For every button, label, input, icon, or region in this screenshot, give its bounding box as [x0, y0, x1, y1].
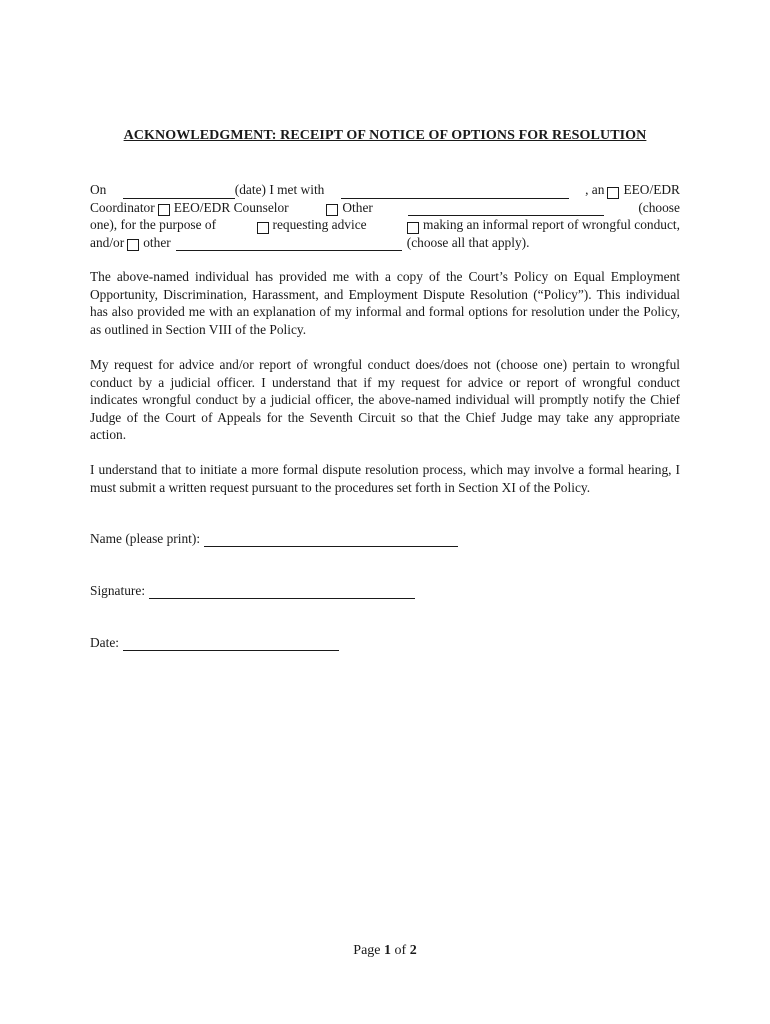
intro-line-4 — [90, 234, 680, 252]
of-word: of — [394, 943, 407, 958]
date-label: (date) I met with — [234, 182, 325, 197]
signature-blank[interactable] — [149, 585, 415, 599]
page-current: 1 — [384, 943, 392, 958]
purpose-text: one), for the purpose of — [90, 217, 217, 232]
page-total: 2 — [409, 943, 417, 958]
choose-all-text: (choose all that apply). — [406, 234, 530, 250]
date-field — [90, 635, 339, 651]
page-number — [0, 943, 770, 959]
other2-checkbox[interactable] — [127, 239, 139, 251]
met-with-blank[interactable] — [341, 185, 569, 199]
counselor-text: EEO/EDR Counselor — [173, 199, 289, 215]
intro-line-3 — [90, 216, 680, 234]
date-field-label: Date: — [90, 635, 119, 650]
intro-line-1 — [90, 181, 680, 199]
coordinator-text: Coordinator — [90, 199, 155, 215]
andor-text: and/or — [90, 234, 125, 250]
eeo-edr-text: EEO/EDR — [623, 182, 680, 197]
other2-blank[interactable] — [176, 237, 402, 251]
an-text: , an — [585, 182, 605, 197]
informal-report-checkbox[interactable] — [407, 222, 419, 234]
formal-process-text: I understand that to initiate a more formal dispute resolution process, which may involve a formal hearing, I must submit a written request pursuant to the procedures set forth in Section XI of the Policy. — [90, 462, 680, 495]
other-blank[interactable] — [408, 202, 604, 216]
on-text: On — [90, 182, 107, 197]
date-blank[interactable] — [123, 185, 235, 199]
other-checkbox[interactable] — [326, 204, 338, 216]
formal-process-paragraph — [90, 461, 680, 496]
eeo-edr-counselor-checkbox[interactable] — [158, 204, 170, 216]
advice-text: requesting advice — [272, 217, 367, 232]
page-title: ACKNOWLEDGMENT: RECEIPT OF NOTICE OF OPTIONS FOR RESOLUTION — [123, 128, 647, 143]
name-label: Name (please print): — [90, 531, 201, 546]
other-text: Other — [342, 199, 373, 215]
intro-paragraph — [90, 181, 680, 251]
name-field — [90, 531, 458, 547]
judicial-officer-paragraph — [90, 356, 680, 444]
signature-label: Signature: — [90, 583, 146, 598]
choose-text: (choose — [638, 199, 680, 215]
report-text: making an informal report of wrongful conduct, — [423, 217, 680, 232]
requesting-advice-checkbox[interactable] — [257, 222, 269, 234]
eeo-edr-coordinator-checkbox[interactable] — [607, 187, 619, 199]
signature-field — [90, 583, 415, 599]
other2-text: other — [143, 234, 171, 250]
name-blank[interactable] — [204, 533, 458, 547]
intro-line-2 — [90, 199, 680, 217]
date-field-blank[interactable] — [123, 637, 339, 651]
policy-paragraph — [90, 268, 680, 338]
judicial-officer-text: My request for advice and/or report of wrongful conduct does/does not (choose one) pertain to wrongful conduct by a judicial officer. I understand that if my request for advice or report of wrongful conduct indicates wrongful conduct by a judicial officer, the above-named individual will promptly notify the Chief Judge of the Court of Appeals for the Seventh Circuit so that the Chief Judge may take any appropriate action. — [90, 357, 680, 442]
policy-text: The above-named individual has provided me with a copy of the Court’s Policy on Equal Employment Opportunity, Discrimination, Harassment, and Employment Dispute Resolution (“Policy”). This individual has also provided me with an explanation of my informal and formal options for resolution under the Policy, as outlined in Section VIII of the Policy. — [90, 269, 680, 337]
page-word: Page — [353, 943, 381, 958]
